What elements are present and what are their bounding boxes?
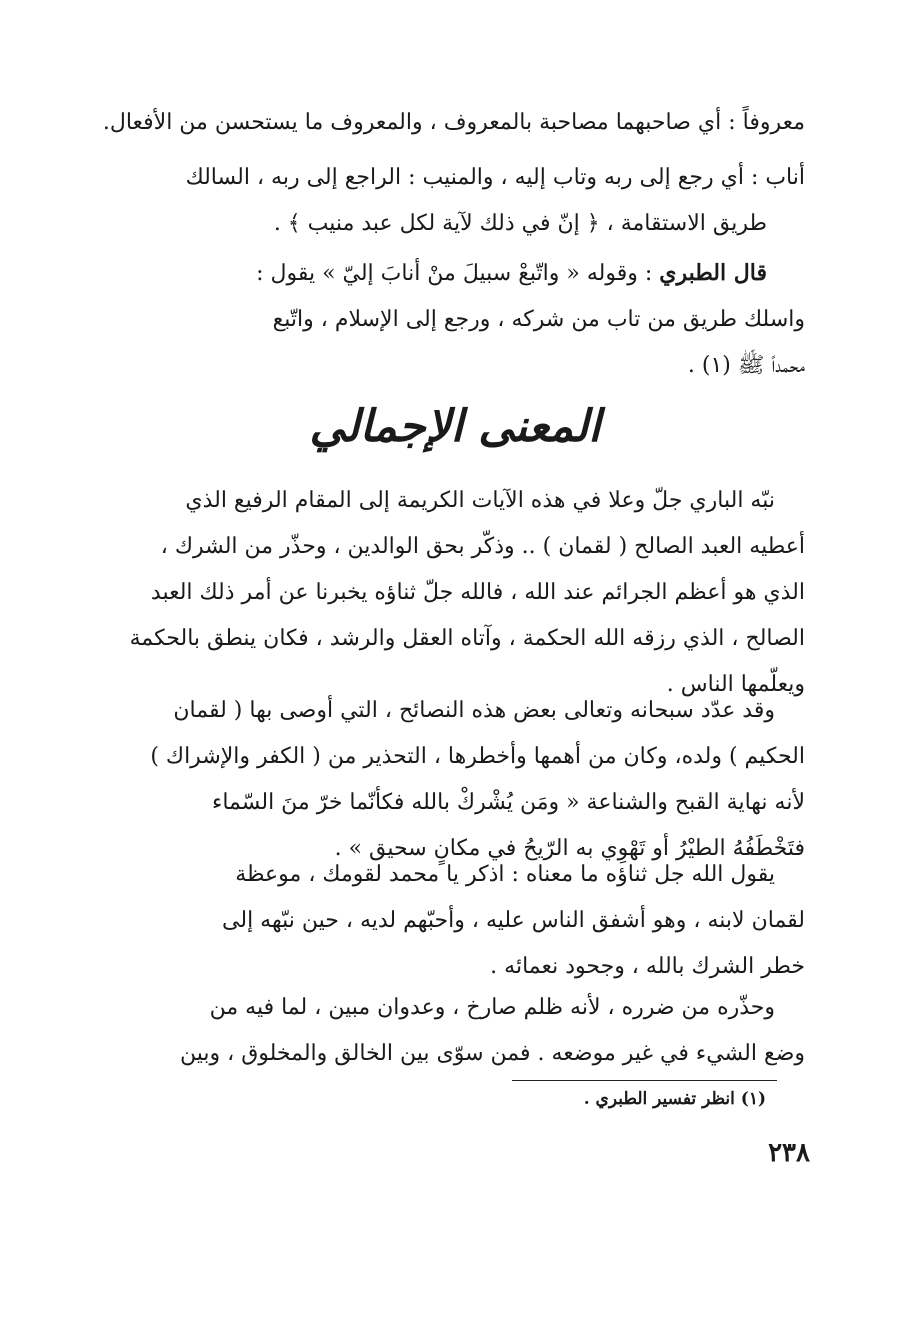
text-line: طريق الاستقامة ، ﴿ إنّ في ذلك لآية لكل عبد منيب ﴾ . bbox=[273, 211, 767, 236]
footnote: (١) انظر تفسير الطبري . bbox=[583, 1089, 766, 1109]
text-line: الصالح ، الذي رزقه الله الحكمة ، وآتاه العقل والرشد ، فكان ينطق بالحكمة bbox=[129, 626, 805, 651]
paragraph-tabari bbox=[100, 250, 805, 389]
footnote-divider bbox=[512, 1080, 777, 1081]
text-line: أعطيه العبد الصالح ( لقمان ) .. وذكّر بحق الوالدين ، وحذّر من الشرك ، bbox=[160, 534, 805, 559]
text-line: الذي هو أعظم الجرائم عند الله ، فالله جلّ ثناؤه يخبرنا عن أمر ذلك العبد bbox=[150, 580, 805, 605]
text-line: ويعلّمها الناس . bbox=[666, 672, 805, 697]
paragraph-summary bbox=[100, 478, 805, 708]
text-line: لقمان لابنه ، وهو أشفق الناس عليه ، وأحبّهم لديه ، حين نبّهه إلى bbox=[222, 908, 805, 933]
text-line: : وقوله « واتّبعْ سبيلَ منْ أنابَ إليّ » يقول : bbox=[256, 261, 653, 286]
text-line: أناب : أي رجع إلى ربه وتاب إليه ، والمنيب : الراجع إلى ربه ، السالك bbox=[185, 165, 805, 190]
text-line: نبّه الباري جلّ وعلا في هذه الآيات الكريمة إلى المقام الرفيع الذي bbox=[185, 488, 775, 513]
text-line: محمداً ﷺ (١) . bbox=[687, 353, 805, 378]
text-line: يقول الله جل ثناؤه ما معناه : اذكر يا محمد لقومك ، موعظة bbox=[235, 862, 775, 887]
paragraph-maroofan bbox=[100, 100, 805, 146]
text-line: وضع الشيء في غير موضعه . فمن سوّى بين الخالق والمخلوق ، وبين bbox=[179, 1041, 805, 1066]
paragraph-advice bbox=[100, 688, 805, 872]
text-line: وحذّره من ضرره ، لأنه ظلم صارخ ، وعدوان مبين ، لما فيه من bbox=[209, 995, 775, 1020]
section-heading: المعنى الإجمالي bbox=[309, 401, 601, 452]
text-line: واسلك طريق من تاب من شركه ، ورجع إلى الإسلام ، واتّبع bbox=[272, 307, 805, 332]
text-line: وقد عدّد سبحانه وتعالى بعض هذه النصائح ، التي أوصى بها ( لقمان bbox=[173, 698, 775, 723]
tabari-label: قال الطبري bbox=[659, 260, 767, 286]
text-line: الحكيم ) ولده، وكان من أهمها وأخطرها ، التحذير من ( الكفر والإشراك ) bbox=[150, 744, 805, 769]
text-line: فتَخْطَفُهُ الطيْرُ أو تَهْوِي به الرّيحُ في مكانٍ سحيق » . bbox=[334, 836, 805, 861]
text-line: لأنه نهاية القبح والشناعة « ومَن يُشْركْ بالله فكأنّما خرّ منَ السّماء bbox=[211, 790, 805, 815]
text-line: معروفاً : أي صاحبهما مصاحبة بالمعروف ، والمعروف ما يستحسن من الأفعال. bbox=[102, 110, 805, 135]
text-line: خطر الشرك بالله ، وجحود نعمائه . bbox=[490, 954, 805, 979]
paragraph-allah-says bbox=[100, 852, 805, 990]
page-number: ٢٣٨ bbox=[768, 1138, 810, 1168]
paragraph-warning bbox=[100, 985, 805, 1077]
paragraph-anaba bbox=[100, 155, 805, 247]
